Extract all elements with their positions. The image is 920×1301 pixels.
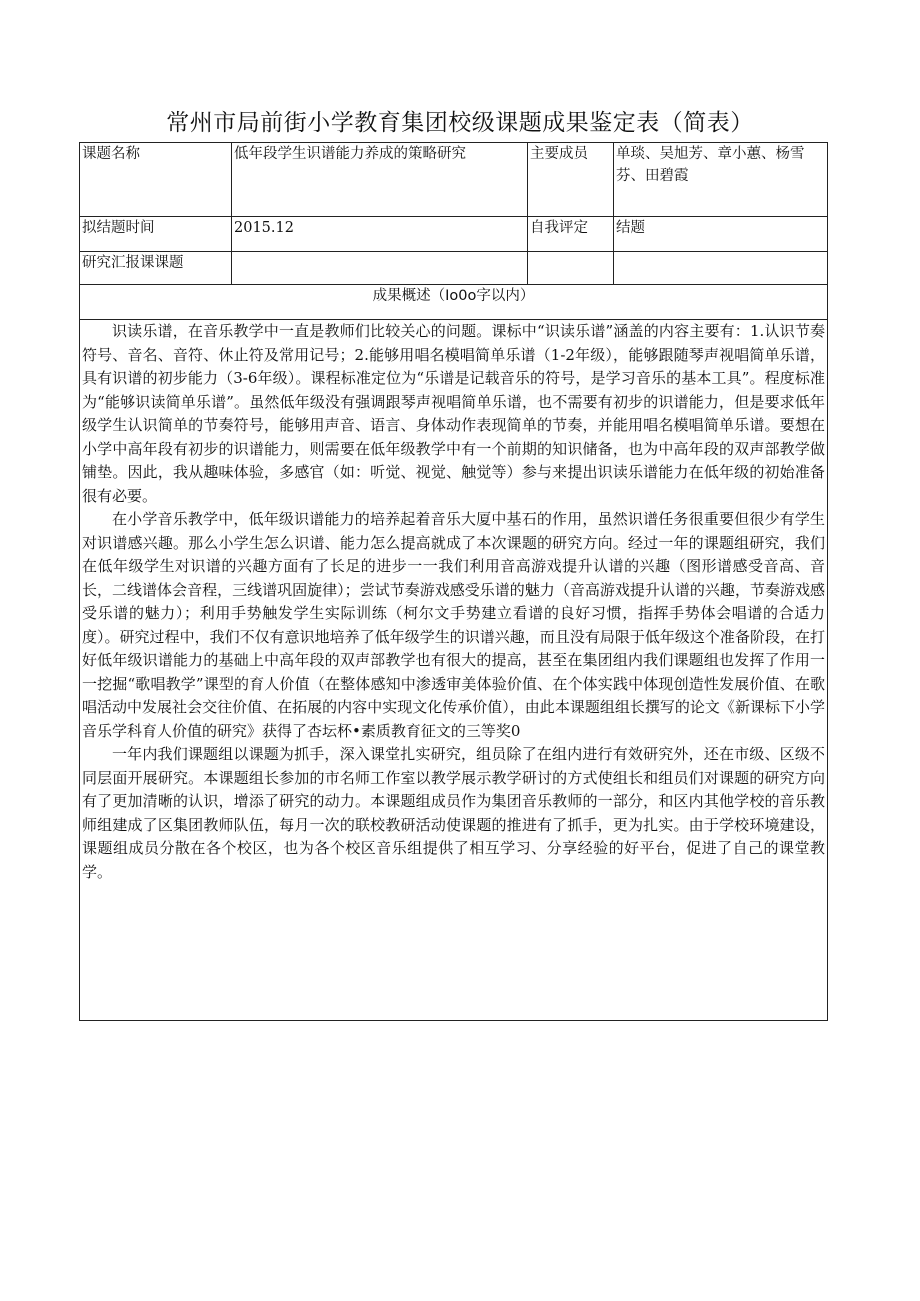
summary-body-row [80, 320, 828, 1021]
empty-cell-b [614, 252, 828, 285]
topic-label: 课题名称 [80, 143, 232, 217]
topic-row [80, 143, 828, 217]
report-value [232, 252, 528, 285]
topic-value: 低年段学生识谱能力养成的策略研究 [232, 143, 528, 217]
end-date-value: 2015.12 [232, 217, 528, 252]
end-date-label: 拟结题时间 [80, 217, 232, 252]
summary-heading-row [80, 285, 828, 320]
date-row [80, 217, 828, 252]
summary-paragraph-1: 识读乐谱，在音乐教学中一直是教师们比较关心的问题。课标中“识读乐谱”涵盖的内容主要有：1.认识节奏符号、音名、音符、休止符及常用记号；2.能够用唱名模唱简单乐谱（1-2年级），能够跟随琴声视唱简单乐谱，具有识谱的初步能力（3-6年级）。课程标准定位为“乐谱是记载音乐的符号，是学习音乐的基本工具”。程度标准为“能够识读简单乐谱”。虽然低年级没有强调跟琴声视唱简单乐谱，也不需要有初步的识谱能力，但是要求低年级学生认识简单的节奏符号，能够用声音、语言、身体动作表现简单的节奏，并能用唱名模唱简单乐谱。要想在小学中高年段有初步的识谱能力，则需要在低年级教学中有一个前期的知识储备，也为中高年段的双声部教学做铺垫。因此，我从趣味体验，多感官（如：听觉、视觉、触觉等）参与来提出识读乐谱能力在低年级的初始准备很有必要。 [82, 322, 825, 505]
self-eval-value: 结题 [614, 217, 828, 252]
document-title: 常州市局前街小学教育集团校级课题成果鉴定表（简表） [166, 110, 754, 136]
report-label: 研究汇报课课题 [80, 252, 232, 285]
report-row [80, 252, 828, 285]
members-label: 主要成员 [528, 143, 614, 217]
members-value: 单琰、吴旭芳、章小蕙、杨雪芬、田碧霞 [614, 143, 828, 217]
self-eval-label: 自我评定 [528, 217, 614, 252]
summary-body [80, 320, 828, 1021]
summary-paragraph-2: 在小学音乐教学中，低年级识谱能力的培养起着音乐大厦中基石的作用，虽然识谱任务很重要但很少有学生对识谱感兴趣。那么小学生怎么识谱、能力怎么提高就成了本次课题的研究方向。经过一年的课题组研究，我们在低年级学生对识谱的兴趣方面有了长足的进步一一我们利用音高游戏提升认谱的兴趣（图形谱感受音高、音长，二线谱体会音程，三线谱巩固旋律）；尝试节奏游戏感受乐谱的魅力（音高游戏提升认谱的兴趣，节奏游戏感受乐谱的魅力）；利用手势触发学生实际训练（柯尔文手势建立看谱的良好习惯，指挥手势体会唱谱的合适力度）。研究过程中，我们不仅有意识地培养了低年级学生的识谱兴趣，而且没有局限于低年级这个准备阶段，在打好低年级识谱能力的基础上中高年段的双声部教学也有很大的提高，甚至在集团组内我们课题组也发挥了作用一一挖掘“歌唱教学”课型的育人价值（在整体感知中渗透审美体验价值、在个体实践中体现创造性发展价值、在歌唱活动中发展社会交往价值、在拓展的内容中实现文化传承价值），由此本课题组组长撰写的论文《新课标下小学音乐学科育人价值的研究》获得了杏坛杯•素质教育征文的三等奖0 [82, 510, 825, 740]
appraisal-form-table [79, 142, 828, 1021]
summary-heading: 成果概述（Io0o字以内） [80, 285, 828, 320]
summary-paragraph-3: 一年内我们课题组以课题为抓手，深入课堂扎实研究，组员除了在组内进行有效研究外，还在市级、区级不同层面开展研究。本课题组长参加的市名师工作室以教学展示教学研讨的方式使组长和组员们对课题的研究方向有了更加清晰的认识，增添了研究的动力。本课题组成员作为集团音乐教师的一部分，和区内其他学校的音乐教师组建成了区集团教师队伍，每月一次的联校教研活动使课题的推进有了抓手，更为扎实。由于学校环境建设，课题组成员分散在各个校区，也为各个校区音乐组提供了相互学习、分享经验的好平台，促进了自己的课堂教学。 [82, 745, 825, 881]
empty-cell-a [528, 252, 614, 285]
